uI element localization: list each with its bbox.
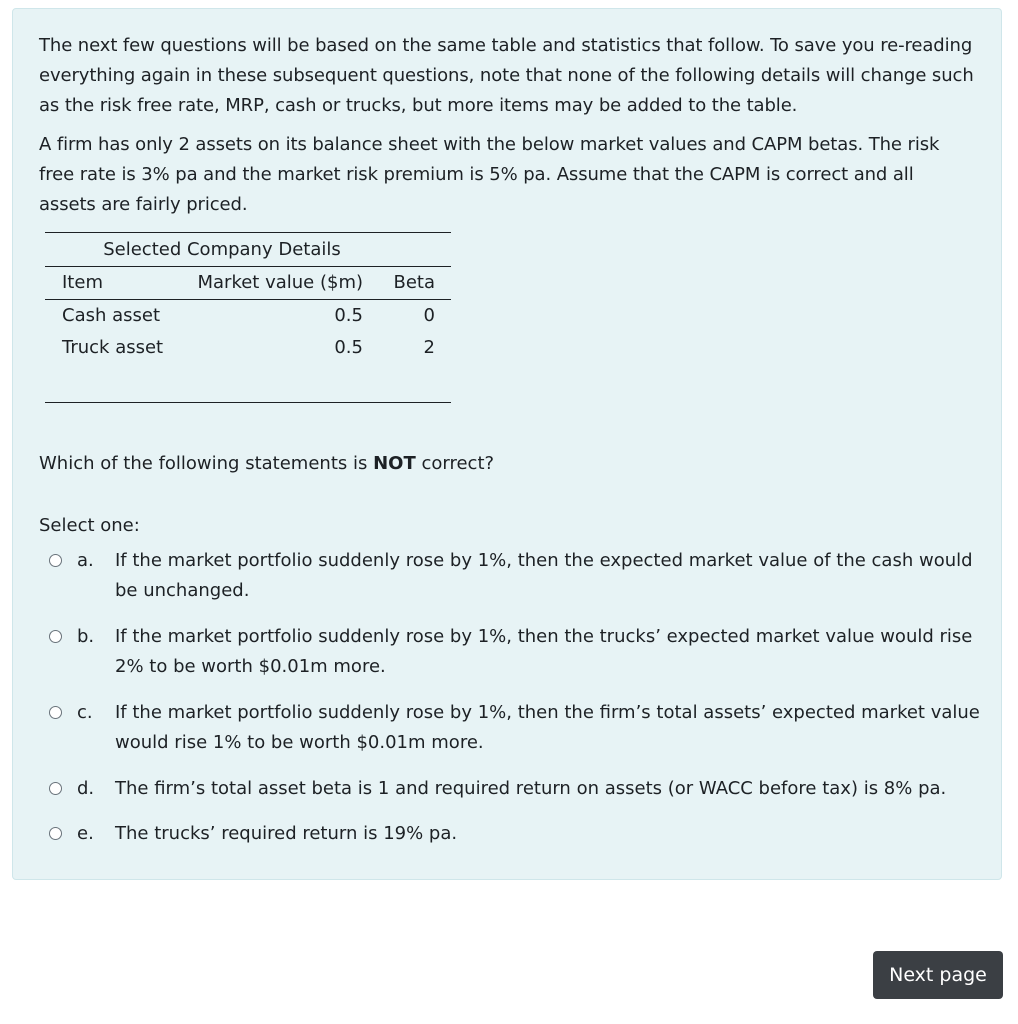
header-beta: Beta <box>393 272 435 293</box>
option-b[interactable] <box>45 622 985 682</box>
option-text: The trucks’ required return is 19% pa. <box>115 823 458 844</box>
header-item: Item <box>62 272 103 293</box>
option-c[interactable] <box>45 698 985 758</box>
cell-item: Truck asset <box>62 337 164 358</box>
table-header-row <box>45 267 451 299</box>
option-text: The firm’s total asset beta is 1 and required return on assets (or WACC before tax) is 8% pa. <box>115 778 947 799</box>
table-row <box>45 332 451 364</box>
option-text: If the market portfolio suddenly rose by 1%, then the expected market value of the cash would be unchanged. <box>115 550 973 601</box>
option-text: If the market portfolio suddenly rose by 1%, then the trucks’ expected market value would rise 2% to be worth $0.01m more. <box>115 626 973 677</box>
table-spacer <box>45 364 451 402</box>
radio-icon[interactable] <box>49 630 62 643</box>
header-market-value: Market value ($m) <box>197 272 363 293</box>
cell-market-value: 0.5 <box>334 305 363 326</box>
table-caption: Selected Company Details <box>103 239 341 260</box>
cell-beta: 0 <box>423 305 435 326</box>
option-letter: d. <box>77 778 95 799</box>
option-letter: c. <box>77 702 93 723</box>
cell-item: Cash asset <box>62 305 161 326</box>
option-text: If the market portfolio suddenly rose by 1%, then the firm’s total assets’ expected market value would rise 1% to be worth $0.01m more. <box>115 702 980 753</box>
prompt-prefix: Which of the following statements is <box>39 453 374 474</box>
table-row <box>45 300 451 332</box>
radio-icon[interactable] <box>49 827 62 840</box>
context-paragraph: A firm has only 2 assets on its balance sheet with the below market values and CAPM betas. The risk free rate is 3% pa and the market risk premium is 5% pa. Assume that the CAPM is correct and all assets are fairly priced. <box>39 134 940 215</box>
option-a[interactable] <box>45 546 985 606</box>
select-one-label: Select one: <box>39 515 140 536</box>
radio-icon[interactable] <box>49 782 62 795</box>
cell-market-value: 0.5 <box>334 337 363 358</box>
company-details-table <box>45 232 451 403</box>
cell-beta: 2 <box>423 337 435 358</box>
radio-icon[interactable] <box>49 706 62 719</box>
option-letter: b. <box>77 626 95 647</box>
question-prompt <box>39 449 494 479</box>
intro-paragraph: The next few questions will be based on the same table and statistics that follow. To save you re-reading everything again in these subsequent questions, note that none of the following details will change such as the risk free rate, MRP, cash or trucks, but more items may be added to the table. <box>39 35 974 116</box>
table-bottom-rule <box>45 402 451 403</box>
prompt-emphasis: NOT <box>373 453 416 474</box>
option-e[interactable] <box>45 819 985 849</box>
radio-icon[interactable] <box>49 554 62 567</box>
option-letter: a. <box>77 550 94 571</box>
question-box <box>12 8 1002 880</box>
option-d[interactable] <box>45 774 985 804</box>
prompt-suffix: correct? <box>415 453 495 474</box>
next-page-button[interactable]: Next page <box>873 951 1003 999</box>
option-letter: e. <box>77 823 94 844</box>
